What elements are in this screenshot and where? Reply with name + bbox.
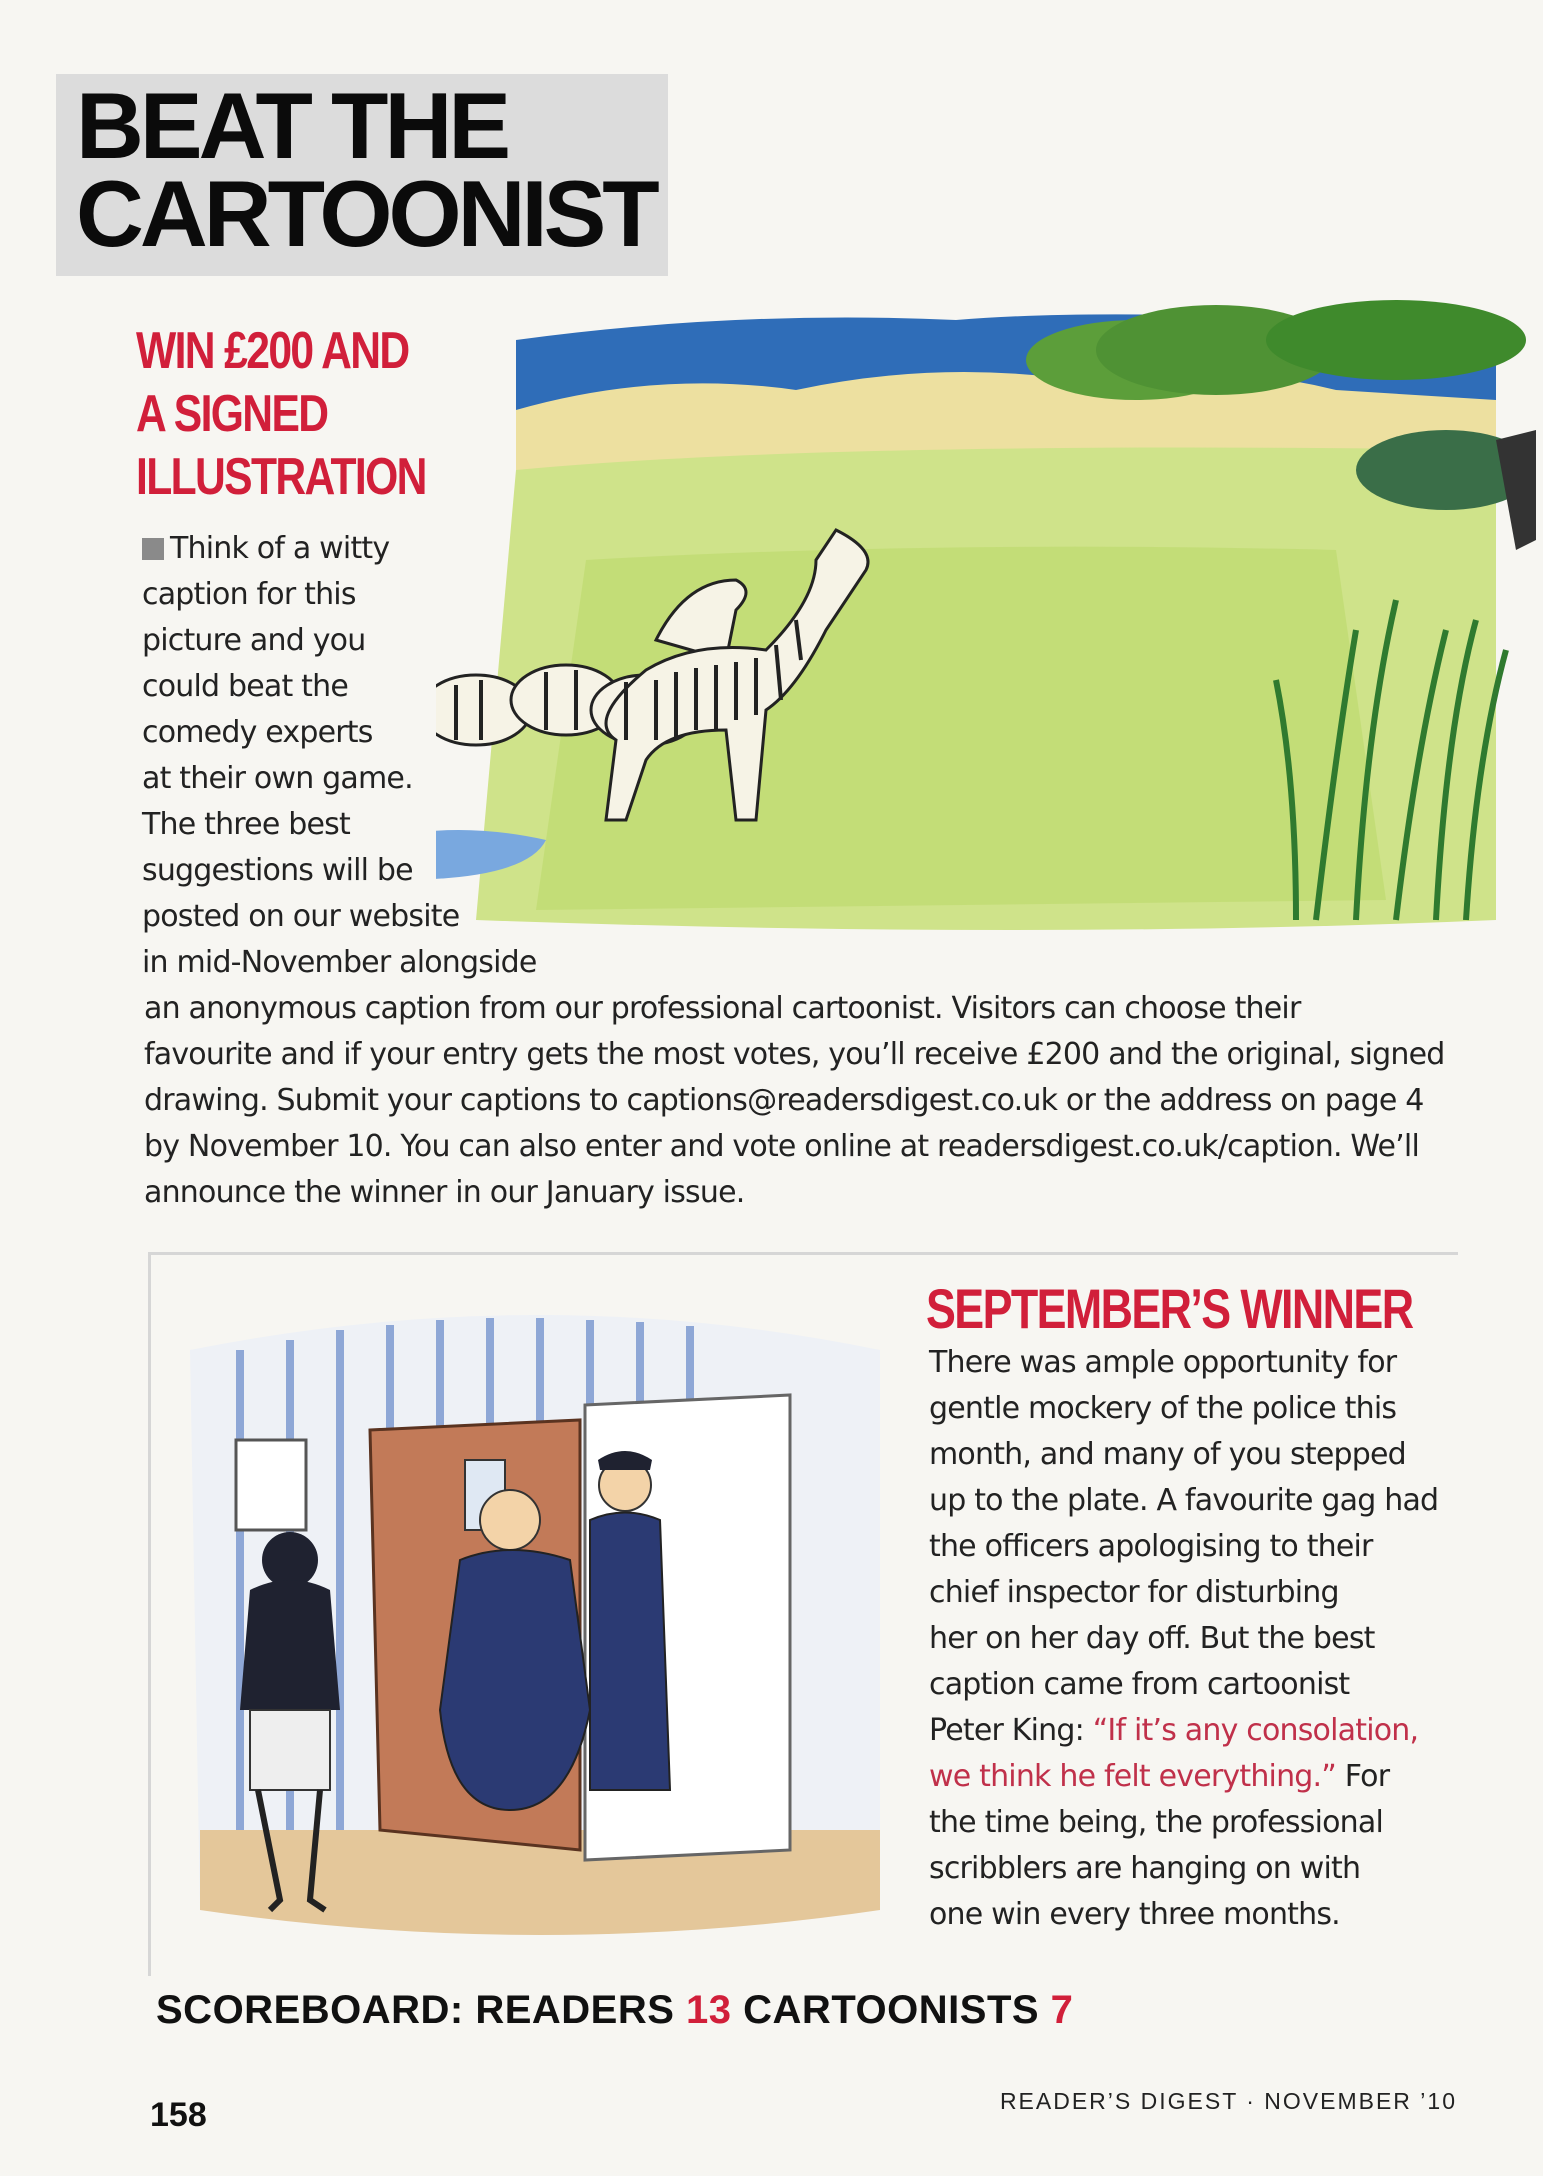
- police-cartoon-illustration: [180, 1270, 900, 1950]
- prize-subheading: WIN £200 AND A SIGNED ILLUSTRATION: [136, 322, 426, 506]
- intro-wide-line-2: drawing. Submit your captions to captions@readersdigest.co.uk or the address on page 4: [144, 1083, 1424, 1118]
- winner-line-2: month, and many of you stepped: [929, 1437, 1406, 1472]
- magazine-folio: READER’S DIGEST · NOVEMBER ’10: [999, 2088, 1457, 2114]
- intro-line-9: in mid-November alongside: [142, 945, 537, 980]
- intro-line-0: Think of a witty: [142, 526, 562, 572]
- intro-wide-line-4: announce the winner in our January issue.: [144, 1175, 745, 1210]
- intro-line-4: comedy experts: [142, 715, 373, 750]
- page-title: BEAT THE CARTOONIST: [76, 73, 656, 266]
- scoreboard: [156, 1988, 1073, 2033]
- intro-paragraph-narrow: [142, 526, 562, 986]
- winner-heading: SEPTEMBER’S WINNER: [926, 1277, 1413, 1340]
- zebra-cartoon-illustration: [436, 300, 1536, 950]
- winner-line-4: the officers apologising to their: [929, 1529, 1373, 1564]
- intro-line-5: at their own game.: [142, 761, 413, 796]
- winner-paragraph: [929, 1340, 1449, 1938]
- scoreboard-readers-label: SCOREBOARD: READERS: [156, 1988, 687, 2032]
- winner-line-1: gentle mockery of the police this: [929, 1391, 1397, 1426]
- winner-line-11: scribblers are hanging on with: [929, 1851, 1361, 1886]
- intro-wide-line-3: by November 10. You can also enter and vote online at readersdigest.co.uk/caption. We’ll: [144, 1129, 1419, 1164]
- scoreboard-readers-score: 13: [686, 1988, 732, 2032]
- winner-name: Peter King:: [929, 1713, 1093, 1748]
- intro-line-2: picture and you: [142, 623, 366, 658]
- intro-wide-line-1: favourite and if your entry gets the most votes, you’ll receive £200 and the original, signed: [144, 1037, 1445, 1072]
- intro-wide-line-0: an anonymous caption from our professional cartoonist. Visitors can choose their: [144, 991, 1301, 1026]
- winner-after-quote: For: [1336, 1759, 1390, 1794]
- winning-caption-quote-start: “If it’s any consolation,: [1092, 1713, 1419, 1748]
- scoreboard-cartoonists-label: CARTOONISTS: [731, 1988, 1051, 2032]
- scoreboard-cartoonists-score: 7: [1050, 1988, 1074, 2032]
- intro-paragraph-wide: [144, 986, 1464, 1216]
- winning-caption-quote-end: we think he felt everything.”: [929, 1759, 1337, 1794]
- winner-line-9: [929, 1754, 1449, 1800]
- winner-line-6: her on her day off. But the best: [929, 1621, 1375, 1656]
- intro-line-1: caption for this: [142, 577, 356, 612]
- intro-line-6: The three best: [142, 807, 350, 842]
- winner-line-0: There was ample opportunity for: [929, 1345, 1397, 1380]
- intro-line-8: posted on our website: [142, 899, 460, 934]
- winner-line-7: caption came from cartoonist: [929, 1667, 1350, 1702]
- intro-line-3: could beat the: [142, 669, 348, 704]
- page-number: 158: [150, 2096, 207, 2134]
- winner-line-3: up to the plate. A favourite gag had: [929, 1483, 1439, 1518]
- winner-line-10: the time being, the professional: [929, 1805, 1383, 1840]
- intro-line-7: suggestions will be: [142, 853, 413, 888]
- winner-line-5: chief inspector for disturbing: [929, 1575, 1339, 1610]
- winner-line-12: one win every three months.: [929, 1897, 1340, 1932]
- winner-line-8: [929, 1708, 1449, 1754]
- bullet-square-icon: [142, 538, 164, 560]
